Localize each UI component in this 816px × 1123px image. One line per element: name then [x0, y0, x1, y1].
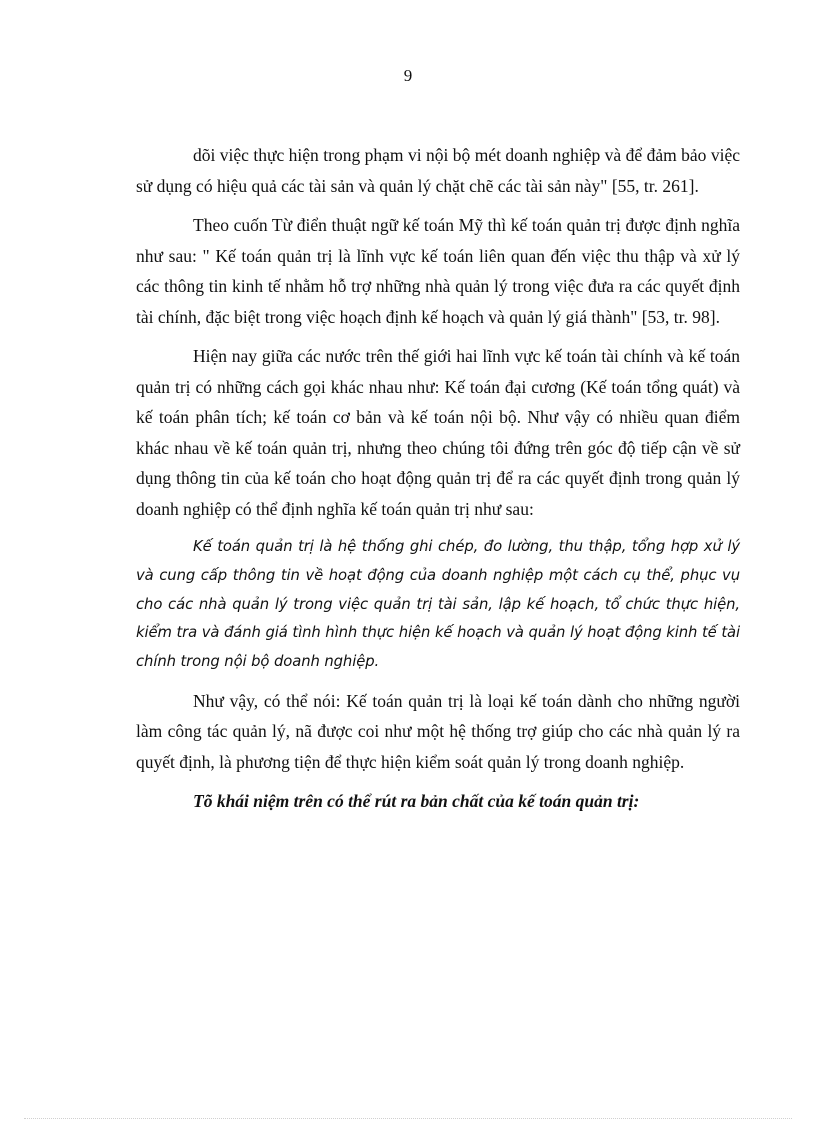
paragraph-dictionary-definition: Theo cuốn Từ điển thuật ngữ kế toán Mỹ thì kế toán quản trị được định nghĩa như sau: " Kế toán quản trị là lĩnh vực kế toán liên quan đến việc thu thập và xử lý các thông tin kinh tế nhằm hỗ trợ những nhà quản lý trong việc đưa ra các quyết định tài chính, đặc biệt trong việc hoạch định kế hoạch và quản lý giá thành" [53, tr. 98].: [136, 215, 740, 327]
page-number: 9: [403, 66, 413, 85]
document-body: [136, 140, 740, 826]
paragraph-continuation: dõi việc thực hiện trong phạm vi nội bộ mét doanh nghiệp và để đảm bảo việc sử dụng có hiệu quả các tài sản và quản lý chặt chẽ các tài sản này" [55, tr. 261].: [136, 145, 740, 196]
paragraph-naming-conventions: Hiện nay giữa các nước trên thế giới hai lĩnh vực kế toán tài chính và kế toán quản trị có những cách gọi khác nhau như: Kế toán đại cương (Kế toán tổng quát) và kế toán phân tích; kế toán cơ bản và kế toán nội bộ. Như vậy có nhiều quan điểm khác nhau về kế toán quản trị, nhưng theo chúng tôi đứng trên góc độ tiếp cận về sử dụng thông tin của kế toán cho hoạt động quản trị để ra các quyết định trong quản lý doanh nghiệp có thể định nghĩa kế toán quản trị như sau:: [136, 346, 740, 519]
paragraph-italic-definition: Kế toán quản trị là hệ thống ghi chép, đo lường, thu thập, tổng hợp xử lý và cung cấp thông tin về hoạt động của doanh nghiệp một cách cụ thể, phục vụ cho các nhà quản lý trong việc quản trị tài sản, lập kế hoạch, tổ chức thực hiện, kiểm tra và đánh giá tình hình thực hiện kế hoạch và quản lý hoạt động kinh tế tài chính trong nội bộ doanh nghiệp.: [136, 538, 740, 671]
paragraph-summary: Như vậy, có thể nói: Kế toán quản trị là loại kế toán dành cho những người làm công tác quản lý, nã được coi như một hệ thống trợ giúp cho các nhà quản lý ra quyết định, là phương tiện để thực hiện kiểm soát quản lý trong doanh nghiệp.: [136, 690, 740, 772]
section-heading: Tõ khái niệm trên có thể rút ra bản chất của kế toán quản trị:: [193, 791, 640, 812]
page-bottom-divider: [24, 1118, 792, 1119]
